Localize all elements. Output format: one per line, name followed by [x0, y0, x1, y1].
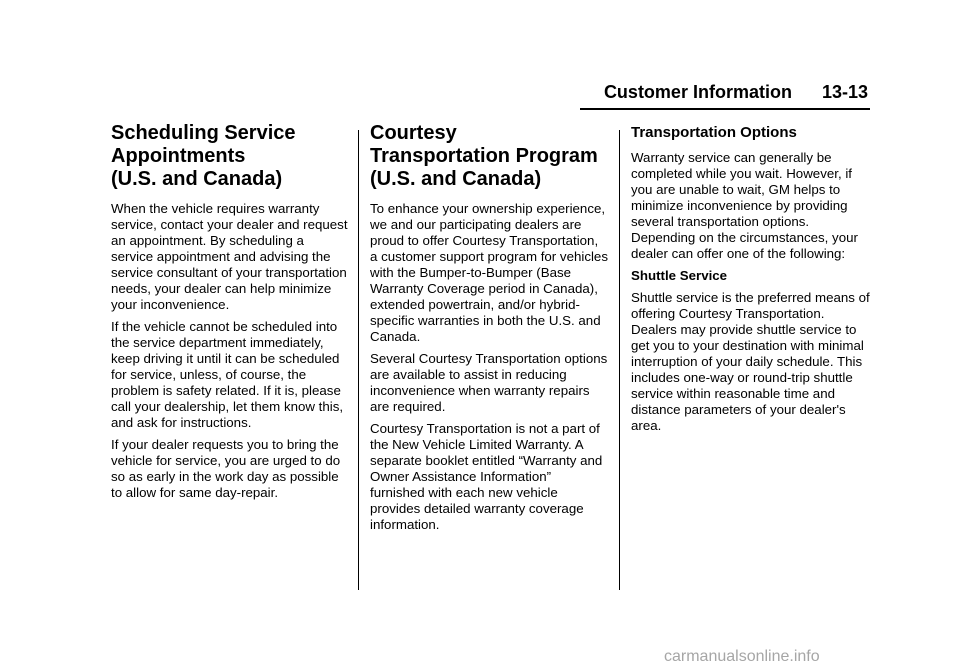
- section-title: Customer Information: [603, 82, 792, 102]
- column-middle: [370, 122, 608, 539]
- header-rule: [580, 108, 870, 110]
- right-intro-paragraph: Warranty service can generally be completed while you wait. However, if you are unable to wait, GM helps to minimize inconvenience by providing several transportation options. Depending on the circumstances, your dealer can offer one of the following:: [631, 150, 858, 261]
- shuttle-service-paragraph: Shuttle service is the preferred means of offering Courtesy Transportation. Dealers may provide shuttle service to get you to your destination with minimal interruption of your daily schedule. This includes one-way or round-trip shuttle service within reasonable time and distance parameters of your dealer's area.: [631, 290, 870, 433]
- column-left: [111, 122, 349, 507]
- page-header: [580, 80, 868, 104]
- middle-paragraph: Several Courtesy Transportation options are available to assist in reducing inconvenience when warranty repairs are required.: [370, 351, 608, 414]
- left-section-title: Scheduling Service Appointments (U.S. and Canada): [111, 122, 296, 190]
- left-paragraph: If your dealer requests you to bring the vehicle for service, you are urged to do so as early in the work day as possible to allow for same day-repair.: [111, 437, 341, 500]
- column-divider-1: [358, 130, 359, 590]
- page-number: 13-13: [821, 82, 868, 102]
- shuttle-service-subheading: Shuttle Service: [631, 268, 728, 283]
- column-right: [631, 122, 871, 440]
- left-paragraph: When the vehicle requires warranty service, contact your dealer and request an appointment. By scheduling a service appointment and advising the service consultant of your transportation needs, your dealer can help minimize your inconvenience.: [111, 201, 348, 312]
- middle-paragraph: Courtesy Transportation is not a part of the New Vehicle Limited Warranty. A separate booklet entitled “Warranty and Owner Assistance Information” furnished with each new vehicle provides detailed warranty coverage information.: [370, 421, 603, 532]
- left-paragraph: If the vehicle cannot be scheduled into the service department immediately, keep driving it until it can be scheduled for service, unless, of course, the problem is safety related. If it is, please call your dealership, let them know this, and ask for instructions.: [111, 319, 344, 430]
- middle-paragraph: To enhance your ownership experience, we and our participating dealers are proud to offer Courtesy Transportation, a customer support program for vehicles with the Bumper-to-Bumper (Base Warranty Coverage period in Canada), extended powertrain, and/or hybrid-specific warranties in both the U.S. and Canada.: [370, 201, 608, 344]
- right-section-heading: Transportation Options: [631, 124, 797, 141]
- column-divider-2: [619, 130, 620, 590]
- middle-section-title: Courtesy Transportation Program (U.S. and Canada): [370, 122, 598, 190]
- footer-watermark: carmanualsonline.info: [664, 648, 820, 665]
